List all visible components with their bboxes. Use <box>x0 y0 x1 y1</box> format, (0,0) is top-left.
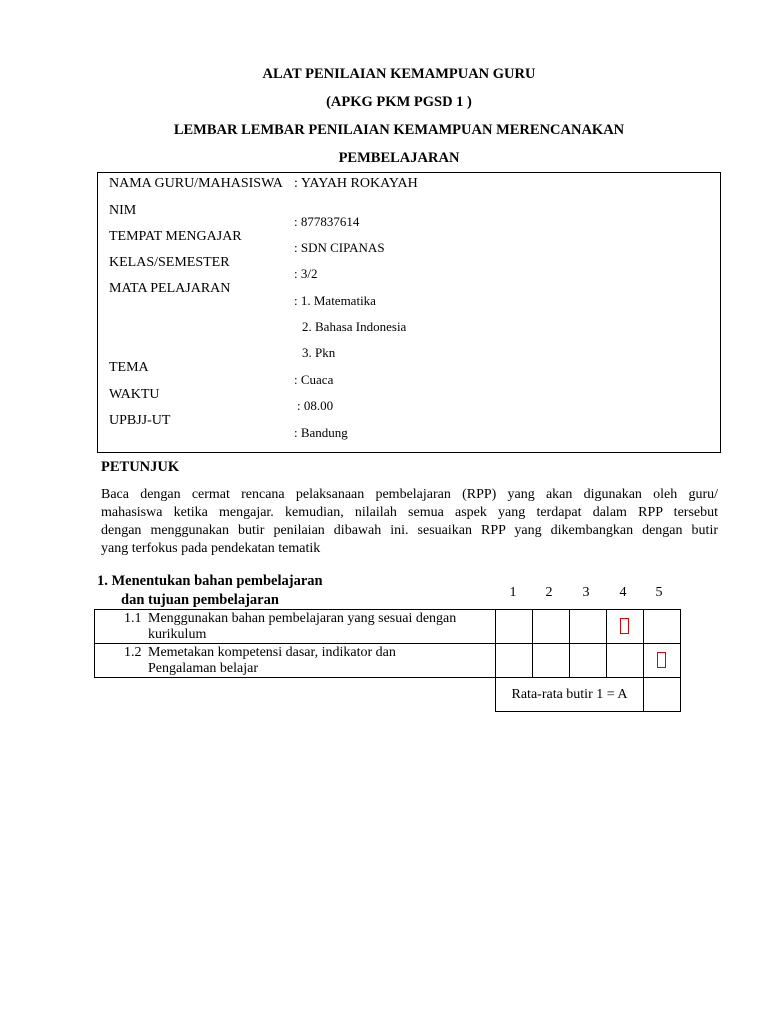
instructions-line: yang terfokus pada pendekatan tematik <box>101 541 321 556</box>
score-cell-5[interactable] <box>644 610 681 644</box>
time-value: : 08.00 <box>297 398 334 413</box>
theme-label: TEMA <box>109 360 149 375</box>
check-mark-icon <box>657 652 666 668</box>
scale-label-3: 3 <box>582 585 590 600</box>
average-value-cell[interactable] <box>644 678 681 712</box>
scale-label-4: 4 <box>619 585 627 600</box>
instructions-line: mahasiswa ketika mengajar. kemudian, nilailah semua aspek yang terdapat dalam RPP tersebut <box>101 505 718 520</box>
average-label: Rata-rata butir 1 = A <box>496 678 644 712</box>
class-value: : 3/2 <box>294 266 318 281</box>
item-text-line: Pengalaman belajar <box>148 661 259 676</box>
place-label: TEMPAT MENGAJAR <box>109 229 242 244</box>
blank-cell <box>95 678 496 712</box>
item-text <box>148 611 493 643</box>
criterion-title-cont: dan tujuan pembelajaran <box>121 592 279 608</box>
score-cell-1[interactable] <box>496 644 533 678</box>
check-mark-icon <box>620 618 629 634</box>
score-cell-4[interactable] <box>607 644 644 678</box>
score-cell-2[interactable] <box>533 610 570 644</box>
nim-value: : 877837614 <box>294 214 360 229</box>
instructions-heading: PETUNJUK <box>101 459 180 475</box>
table-row <box>95 644 681 678</box>
criterion-title: 1. Menentukan bahan pembelajaran <box>97 573 323 589</box>
sheet-title: LEMBAR LEMBAR PENILAIAN KEMAMPUAN MERENCANAKAN <box>173 122 625 138</box>
instructions-line: dengan menggunakan butir penilaian dibawah ini. sesuaikan RPP yang dikembangkan dengan butir <box>101 523 718 538</box>
score-cell-3[interactable] <box>570 610 607 644</box>
item-text-line: Memetakan kompetensi dasar, indikator dan <box>148 645 396 660</box>
subject-value-3: 3. Pkn <box>302 345 336 360</box>
name-value: : YAYAH ROKAYAH <box>294 176 418 191</box>
score-cell-1[interactable] <box>496 610 533 644</box>
doc-subtitle: (APKG PKM PGSD 1 ) <box>326 94 472 110</box>
nim-label: NIM <box>109 203 137 218</box>
score-cell-3[interactable] <box>570 644 607 678</box>
time-label: WAKTU <box>109 387 160 402</box>
instructions-line: Baca dengan cermat rencana pelaksanaan pembelajaran (RPP) yang akan digunakan oleh guru/ <box>101 487 718 502</box>
theme-value: : Cuaca <box>294 372 334 387</box>
scale-label-5: 5 <box>655 585 663 600</box>
upbjj-label: UPBJJ-UT <box>109 413 171 428</box>
item-number: 1.1 <box>124 611 142 626</box>
subject-label: MATA PELAJARAN <box>109 281 231 296</box>
item-text-line: Menggunakan bahan pembelajaran yang sesuai dengan <box>148 611 457 626</box>
item-text-line: kurikulum <box>148 627 207 642</box>
average-row <box>95 678 681 712</box>
scale-label-1: 1 <box>509 585 517 600</box>
identity-box <box>97 172 721 453</box>
item-cell <box>95 610 496 644</box>
score-cell-5[interactable] <box>644 644 681 678</box>
instructions-paragraph <box>101 486 718 558</box>
scoring-table <box>94 609 681 712</box>
item-number: 1.2 <box>124 645 142 660</box>
name-label: NAMA GURU/MAHASISWA <box>109 176 283 191</box>
subject-value-2: 2. Bahasa Indonesia <box>302 319 407 334</box>
subject-value-1: : 1. Matematika <box>294 293 376 308</box>
doc-title: ALAT PENILAIAN KEMAMPUAN GURU <box>262 66 536 82</box>
score-cell-4[interactable] <box>607 610 644 644</box>
score-cell-2[interactable] <box>533 644 570 678</box>
table-row <box>95 610 681 644</box>
class-label: KELAS/SEMESTER <box>109 255 230 270</box>
upbjj-value: : Bandung <box>294 425 348 440</box>
scale-label-2: 2 <box>545 585 553 600</box>
item-text <box>148 645 493 677</box>
sheet-title-cont: PEMBELAJARAN <box>338 150 460 166</box>
item-cell <box>95 644 496 678</box>
place-value: : SDN CIPANAS <box>294 240 385 255</box>
